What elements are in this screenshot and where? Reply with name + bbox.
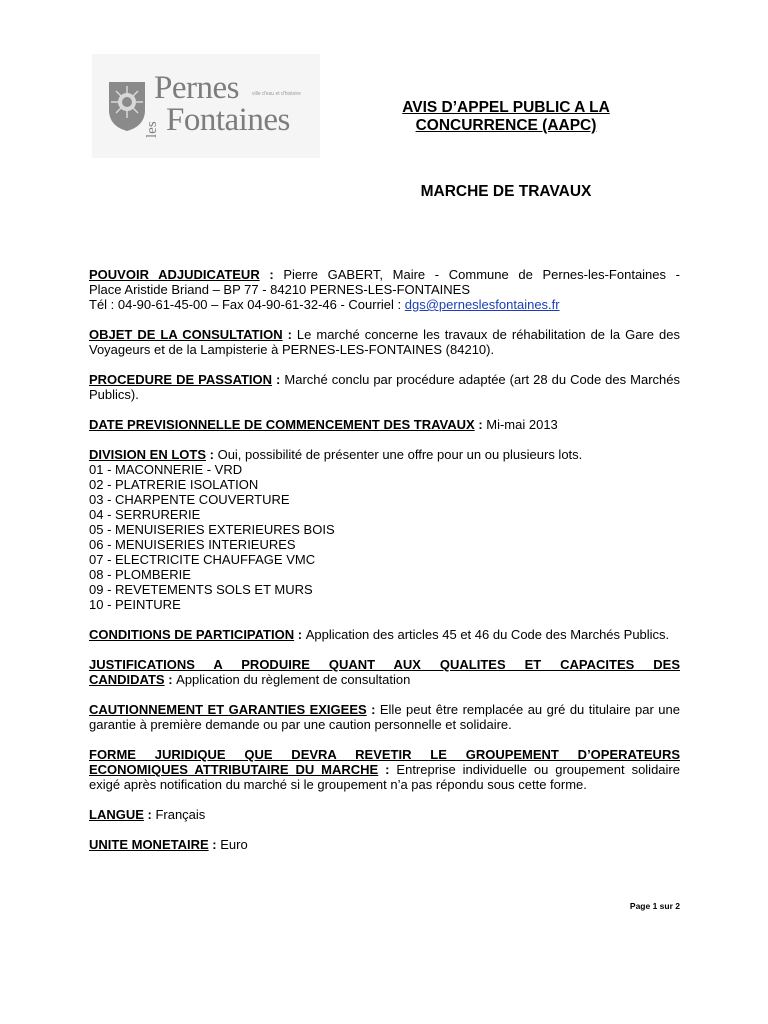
section-label: PROCEDURE DE PASSATION bbox=[89, 372, 273, 387]
section-text: Oui, possibilité de présenter une offre pour un ou plusieurs lots. bbox=[217, 447, 583, 462]
pouvoir-line3 bbox=[89, 297, 680, 312]
section-label: OBJET DE LA CONSULTATION bbox=[89, 327, 283, 342]
lot-item: 04 - SERRURERIE bbox=[89, 507, 201, 522]
forme-label-line1 bbox=[89, 747, 680, 762]
lot-item: 03 - CHARPENTE COUVERTURE bbox=[89, 492, 290, 507]
section-text: Elle peut être remplacée au gré du titulaire par une garantie à première demande ou par une caution personnelle et solidaire. bbox=[89, 702, 680, 732]
section-text: Entreprise individuelle ou groupement solidaire exigé après notification du marché si le groupement n’a pas répondu sous cette forme. bbox=[89, 762, 680, 792]
section-unite: UNITE MONETAIRE : Euro bbox=[89, 837, 248, 852]
logo-word-fontaines: Fontaines bbox=[166, 102, 290, 138]
section-label: LANGUE bbox=[89, 807, 144, 822]
section-label: CANDIDATS bbox=[89, 672, 165, 687]
section-langue: LANGUE : Français bbox=[89, 807, 206, 822]
coat-of-arms-icon bbox=[107, 80, 147, 132]
pouvoir-line2: Place Aristide Briand – BP 77 - 84210 PERNES-LES-FONTAINES bbox=[89, 282, 471, 297]
lot-item: 08 - PLOMBERIE bbox=[89, 567, 191, 582]
section-label: DATE PREVISIONNELLE DE COMMENCEMENT DES TRAVAUX bbox=[89, 417, 475, 432]
section-forme: FORME JURIDIQUE QUE DEVRA REVETIR LE GROUPEMENT D’OPERATEURS ECONOMIQUES ATTRIBUTAIRE DU MARCHE : Entreprise individuelle ou groupement solidaire exigé après notification du marché si le groupement n’a pas répondu sous cette forme. bbox=[89, 747, 680, 792]
lot-item: 06 - MENUISERIES INTERIEURES bbox=[89, 537, 296, 552]
section-text: Français bbox=[155, 807, 206, 822]
section-label: POUVOIR ADJUDICATEUR bbox=[89, 267, 260, 282]
section-pouvoir bbox=[89, 267, 680, 312]
page-number: Page 1 sur 2 bbox=[629, 901, 680, 911]
section-text: Mi-mai 2013 bbox=[486, 417, 558, 432]
section-text: Marché conclu par procédure adaptée (art 28 du Code des Marchés Publics). bbox=[89, 372, 680, 402]
justifications-label-line1 bbox=[89, 657, 680, 672]
document-title-line1: AVIS D’APPEL PUBLIC A LA bbox=[402, 99, 610, 116]
section-conditions: CONDITIONS DE PARTICIPATION : Application des articles 45 et 46 du Code des Marchés Publics. bbox=[89, 627, 670, 642]
section-label: CAUTIONNEMENT ET GARANTIES EXIGEES bbox=[89, 702, 367, 717]
section-label: ECONOMIQUES ATTRIBUTAIRE DU MARCHE bbox=[89, 762, 379, 777]
contact-text: Tél : 04-90-61-45-00 – Fax 04-90-61-32-46 - Courriel : bbox=[89, 297, 405, 312]
section-division bbox=[89, 447, 680, 612]
lot-item: 10 - PEINTURE bbox=[89, 597, 181, 612]
section-procedure: PROCEDURE DE PASSATION : Marché conclu par procédure adaptée (art 28 du Code des Marchés Publics). bbox=[89, 372, 680, 402]
section-objet: OBJET DE LA CONSULTATION : Le marché concerne les travaux de réhabilitation de la Gare des Voyageurs et de la Lampisterie à PERNES-LES-FONTAINES (84210). bbox=[89, 327, 680, 357]
section-text: Le marché concerne les travaux de réhabilitation de la Gare des Voyageurs et de la Lampisterie à PERNES-LES-FONTAINES (84210). bbox=[89, 327, 680, 357]
lot-item: 07 - ELECTRICITE CHAUFFAGE VMC bbox=[89, 552, 316, 567]
section-label: UNITE MONETAIRE bbox=[89, 837, 209, 852]
commune-logo bbox=[92, 54, 320, 158]
section-justifications bbox=[89, 657, 680, 687]
section-text: Application du règlement de consultation bbox=[176, 672, 411, 687]
lot-item: 02 - PLATRERIE ISOLATION bbox=[89, 477, 259, 492]
logo-word-les: les bbox=[144, 121, 160, 138]
section-cautionnement: CAUTIONNEMENT ET GARANTIES EXIGEES : Elle peut être remplacée au gré du titulaire par une garantie à première demande ou par une caution personnelle et solidaire. bbox=[89, 702, 680, 732]
section-label: FORME JURIDIQUE QUE DEVRA REVETIR LE GROUPEMENT D’OPERATEURS bbox=[89, 747, 680, 762]
section-text: Pierre GABERT, Maire - Commune de Pernes-les-Fontaines - bbox=[283, 267, 680, 282]
section-text: Euro bbox=[220, 837, 248, 852]
section-label: DIVISION EN LOTS bbox=[89, 447, 207, 462]
section-text: Application des articles 45 et 46 du Code des Marchés Publics. bbox=[305, 627, 670, 642]
document-subtitle: MARCHE DE TRAVAUX bbox=[420, 183, 592, 200]
division-intro: DIVISION EN LOTS : Oui, possibilité de présenter une offre pour un ou plusieurs lots. bbox=[89, 447, 583, 462]
logo-tagline: ville d'eau et d'histoire bbox=[252, 91, 301, 97]
lot-item: 09 - REVETEMENTS SOLS ET MURS bbox=[89, 582, 313, 597]
document-title-line2: CONCURRENCE (AAPC) bbox=[415, 117, 597, 134]
section-label: JUSTIFICATIONS A PRODUIRE QUANT AUX QUALITES ET CAPACITES DES bbox=[89, 657, 680, 672]
lots-list bbox=[89, 462, 680, 612]
pouvoir-line1: POUVOIR ADJUDICATEUR : Pierre GABERT, Maire - Commune de Pernes-les-Fontaines - bbox=[89, 267, 680, 282]
logo-word-pernes: Pernes bbox=[154, 70, 239, 106]
email-link[interactable]: dgs@perneslesfontaines.fr bbox=[404, 297, 560, 312]
notice-body bbox=[89, 267, 680, 867]
section-date: DATE PREVISIONNELLE DE COMMENCEMENT DES TRAVAUX : Mi-mai 2013 bbox=[89, 417, 558, 432]
lot-item: 01 - MACONNERIE - VRD bbox=[89, 462, 243, 477]
lot-item: 05 - MENUISERIES EXTERIEURES BOIS bbox=[89, 522, 335, 537]
justifications-line2: CANDIDATS : Application du règlement de consultation bbox=[89, 672, 411, 687]
section-label: CONDITIONS DE PARTICIPATION bbox=[89, 627, 295, 642]
